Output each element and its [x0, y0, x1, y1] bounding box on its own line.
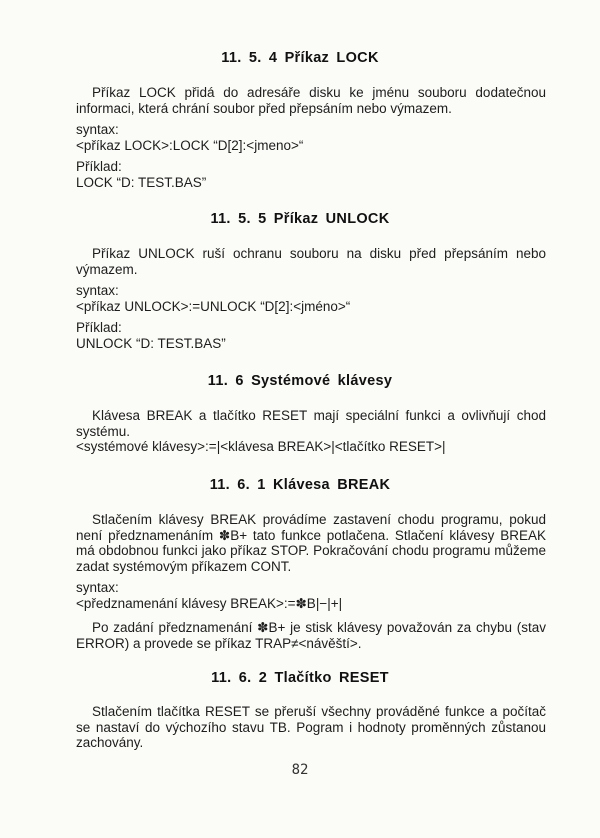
section-lock [76, 85, 546, 190]
heading-unlock: 11. 5. 5 Příkaz UNLOCK [210, 211, 390, 227]
para-system-keys: Klávesa BREAK a tlačítko RESET mají speciální funkci a ovlivňují chod systému. [76, 408, 546, 439]
heading-reset: 11. 6. 2 Tlačítko RESET [211, 670, 389, 686]
syntax-label-break: syntax: [76, 580, 119, 595]
syntax-label-lock: syntax: [76, 122, 119, 137]
example-label-unlock: Příklad: [76, 320, 122, 335]
syntax-system-keys: <systémové klávesy>:=|<klávesa BREAK>|<tlačítko RESET>| [76, 439, 446, 454]
example-label-lock: Příklad: [76, 159, 122, 174]
syntax-unlock: <příkaz UNLOCK>:=UNLOCK “D[2]:<jméno>“ [76, 298, 351, 314]
section-reset [76, 704, 546, 751]
heading-break: 11. 6. 1 Klávesa BREAK [209, 477, 391, 493]
syntax-label-unlock: syntax: [76, 283, 119, 298]
para-lock: Příkaz LOCK přidá do adresáře disku ke jménu souboru dodatečnou informaci, která chrání soubor před přepsáním nebo výmazem. [76, 85, 546, 116]
para-unlock: Příkaz UNLOCK ruší ochranu souboru na disku před přepsáním nebo výmazem. [76, 246, 546, 277]
heading-lock: 11. 5. 4 Příkaz LOCK [221, 50, 379, 66]
section-unlock [76, 246, 546, 351]
section-break [76, 512, 546, 651]
syntax-break: <předznamenání klávesy BREAK>:=✽B|−|+| [76, 595, 343, 611]
para-reset: Stlačením tlačítka RESET se přeruší všechny prováděné funkce a počítač se nastaví do výchozího stavu TB. Pogram i hodnoty proměnných zůstanou zachovány. [76, 704, 546, 750]
example-unlock: UNLOCK “D: TEST.BAS” [76, 335, 226, 351]
para2-break: Po zadání předznamenání ✽B+ je stisk klávesy považován za chybu (stav ERROR) a provede se příkaz TRAP≠<návěští>. [76, 620, 546, 651]
section-system-keys [76, 408, 546, 455]
heading-system-keys: 11. 6 Systémové klávesy [207, 373, 393, 389]
example-lock: LOCK “D: TEST.BAS” [76, 174, 207, 190]
page-number: 82 [291, 762, 309, 778]
syntax-lock: <příkaz LOCK>:LOCK “D[2]:<jmeno>“ [76, 137, 304, 153]
para-break: Stlačením klávesy BREAK provádíme zastavení chodu programu, pokud není předznamenáním ✽B+ tato funkce potlačena. Stlačení klávesy BREAK má obdobnou funkci jako příkaz STOP. Pokračování chodu programu můžeme zadat systémovým příkazem CONT. [76, 512, 546, 574]
